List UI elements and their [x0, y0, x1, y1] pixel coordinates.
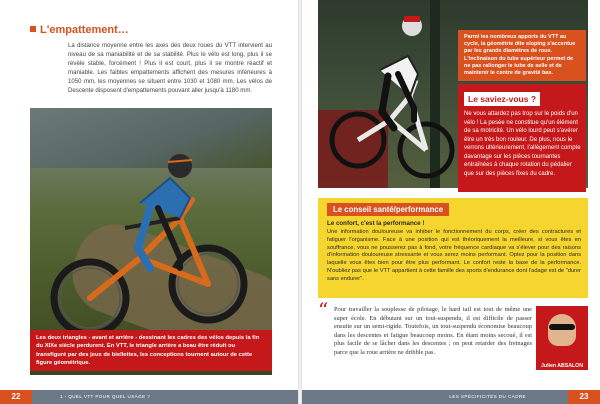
- sidebar-saviez-vous: [458, 84, 586, 192]
- section-title: [30, 24, 129, 36]
- section-title-text: L'empattement…: [40, 24, 129, 36]
- photo-caption: Les deux triangles - avant et arrière - dessinant les cadres des vélos depuis la fin du XIXe siècle perdurent. En VTT, le triangle arrière a beau être réduit ou transfiguré par des jeux de biellettes, les conceptions tournent autour de cette figure géométrique.: [30, 330, 272, 371]
- conseil-subtitle: Le confort, c'est la performance !: [327, 220, 425, 227]
- author-portrait: [536, 306, 588, 362]
- page-number: 23: [568, 390, 600, 404]
- rider-illustration: [30, 108, 272, 330]
- chapter-label: 1 - QUEL VTT POUR QUEL USAGE ?: [60, 394, 151, 399]
- author-name: Julien ABSALON: [536, 362, 588, 370]
- saviez-vous-text: Ne vous attardez pas trop sur le poids d'un vélo ! La pesée ne constitue qu'un élément de sa motricité. Un vélo lourd peut s'avérer être un très bon rouleur. De plus, nous le verrons ultérieurement, l'allègement compte davantage sur les pièces tournantes entraînées à chaque rotation du pédalier que sur des pièces fixes du cadre.: [464, 111, 581, 177]
- quote-mark-icon: “: [318, 298, 329, 322]
- footer-bar: [302, 390, 600, 404]
- page-left: [0, 0, 298, 404]
- bullet-square-icon: [30, 26, 36, 32]
- photo-caption-top: Parmi les nombreux apports du VTT au cycle, la géométrie dite sloping s'accentue par les grands diamètres de roue. L'inclinaison du tube supérieur permet de ne pas rallonger le tube de selle et de maintenir le centre de gravité bas.: [458, 30, 586, 81]
- page-number: 22: [0, 390, 32, 404]
- portrait-glasses: [549, 324, 575, 330]
- racer-illustration: [318, 0, 478, 188]
- conseil-box: [318, 198, 588, 298]
- footer-bar: [0, 390, 298, 404]
- portrait-face: [548, 314, 576, 346]
- quote-text: Pour travailler la souplesse de pilotage, le hard tail est tout de même une super école. En débutant sur un tout-suspendu, il est difficile de passer ensuite sur un semi-rigide. Toutefois, un tout-suspendu économise beaucoup dans les descentes et fatigue beaucoup moins. En étant moins secoué, il est plus facile de se lâcher dans les descentes ; on peut retarder des freinages parce que la roue arrière ne dribble pas.: [334, 306, 532, 356]
- page-right: [302, 0, 600, 404]
- intro-paragraph: La distance moyenne entre les axes des deux roues du VTT intervient au niveau de sa maniabilité et de sa stabilité. Plus le vélo est long, plus il se révèle stable, forcément ! Plus il est court, plus il se montre réactif et maniable. Les faibles empattements affichent des mesures inférieures à 1050 mm, les moyennes se situent entre 1030 et 1080 mm. Les vélos de Descente disposent d'empattements pouvant aller jusqu'à 1180 mm.: [68, 42, 272, 94]
- conseil-title: Le conseil santé/performance: [327, 203, 449, 216]
- chapter-label: LES SPÉCIFICITÉS DU CADRE: [449, 394, 526, 399]
- saviez-vous-title: Le saviez-vous ?: [464, 92, 540, 106]
- conseil-text: Une information douloureuse va inhiber le fonctionnement du corps, créer des contractures et fatiguer l'organisme. Face à une position qui est théoriquement la meilleure, si vous êtes en souffrance, vous ne pousserez pas à fond, votre fréquence cardiaque va s'élever pour des raisons d'information douloureuse stressante et vous serez moins performant. Optez pour la position dans laquelle vous êtes bien pour être plus performant. Le confort reste la base de la performance. N'oubliez pas que le VTT appartient à cette famille des sports d'endurance dont l'adage est de "durer sans endurer".: [327, 229, 581, 282]
